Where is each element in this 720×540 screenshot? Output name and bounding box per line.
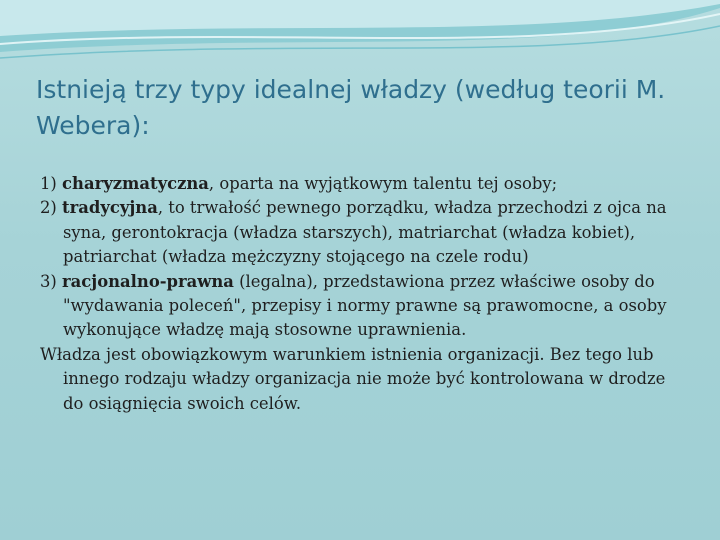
item-text: , to trwałość pewnego porządku, władza przechodzi z ojca na syna, gerontokracja (władza starszych), matriarchat (władza kobiet), patriarchat (władza mężczyzny stojącego na czele rodu)	[63, 198, 667, 267]
item-term: tradycyjna	[62, 198, 158, 218]
item-text: (legalna), przedstawiona przez właściwe osoby do "wydawania poleceń", przepisy i normy prawne są prawomocne, a osoby wykonujące władzę mają stosowne uprawnienia.	[63, 271, 667, 340]
list-item-traditional	[40, 196, 690, 269]
item-number: 2)	[40, 198, 63, 218]
closing-paragraph: Władza jest obowiązkowym warunkiem istnienia organizacji. Bez tego lub innego rodzaju władzy organizacja nie może być kontrolowana w drodze do osiągnięcia swoich celów.	[40, 344, 666, 413]
list-item-rational-legal	[40, 270, 690, 343]
list-item-charismatic	[40, 172, 690, 196]
slide-title: Istnieją trzy typy idealnej władzy (według teorii M. Webera):	[36, 75, 666, 140]
item-term: charyzmatyczna	[62, 174, 209, 193]
item-number: 1)	[40, 174, 63, 193]
item-text: , oparta na wyjątkowym talentu tej osoby;	[208, 174, 558, 193]
item-term: racjonalno-prawna	[62, 271, 234, 291]
decorative-wave	[0, 0, 720, 70]
item-number: 3)	[40, 271, 63, 291]
slide-content	[40, 172, 690, 416]
